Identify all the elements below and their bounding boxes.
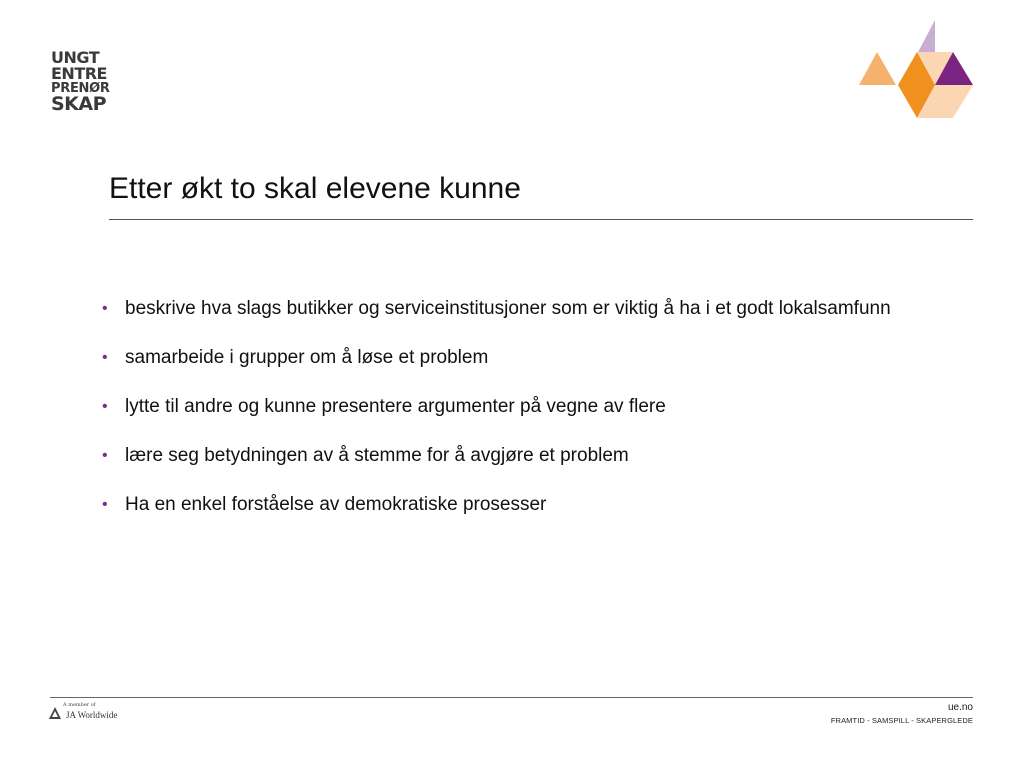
footer-tagline: FRAMTID - SAMSPILL - SKAPERGLEDE xyxy=(830,716,973,725)
bullet-item xyxy=(102,443,902,468)
geometric-emblem-icon xyxy=(855,18,980,123)
bullet-text: lytte til andre og kunne presentere argumenter på vegne av flere xyxy=(125,396,666,417)
logo-line-2: ENTRE xyxy=(51,64,107,83)
bullet-text: Ha en enkel forståelse av demokratiske prosesser xyxy=(125,494,547,515)
bullet-dot-icon: • xyxy=(102,300,108,317)
ja-name-text: JA Worldwide xyxy=(66,710,118,720)
bullet-dot-icon: • xyxy=(102,496,108,513)
bullet-item xyxy=(102,394,902,419)
bullet-item xyxy=(102,296,902,321)
bullet-dot-icon: • xyxy=(102,349,108,366)
bullet-item xyxy=(102,345,902,370)
ungt-entreprenorskap-logo xyxy=(51,50,121,114)
emblem-left-orange-triangle xyxy=(859,52,896,85)
site-url: ue.no xyxy=(947,702,973,713)
footer-divider xyxy=(50,697,973,698)
slide-title: Etter økt to skal elevene kunne xyxy=(109,172,521,205)
bullet-list xyxy=(102,296,902,541)
ja-mountain-icon xyxy=(48,706,62,720)
bullet-dot-icon: • xyxy=(102,398,108,415)
bullet-item xyxy=(102,492,902,517)
title-divider xyxy=(109,219,973,220)
bullet-text: lære seg betydningen av å stemme for å avgjøre et problem xyxy=(125,445,629,466)
bullet-text: samarbeide i grupper om å løse et problem xyxy=(125,347,489,368)
emblem-light-purple-triangle xyxy=(917,20,935,54)
bullet-text: beskrive hva slags butikker og serviceinstitusjoner som er viktig å ha i et godt lokalsamfunn xyxy=(125,298,891,319)
logo-line-3: PRENØR xyxy=(51,81,110,96)
logo-line-1: UNGT xyxy=(51,48,100,67)
ja-worldwide-logo xyxy=(48,704,62,722)
ja-prefix-text: A member of xyxy=(63,702,96,708)
logo-line-4: SKAP xyxy=(51,93,107,115)
bullet-dot-icon: • xyxy=(102,447,108,464)
